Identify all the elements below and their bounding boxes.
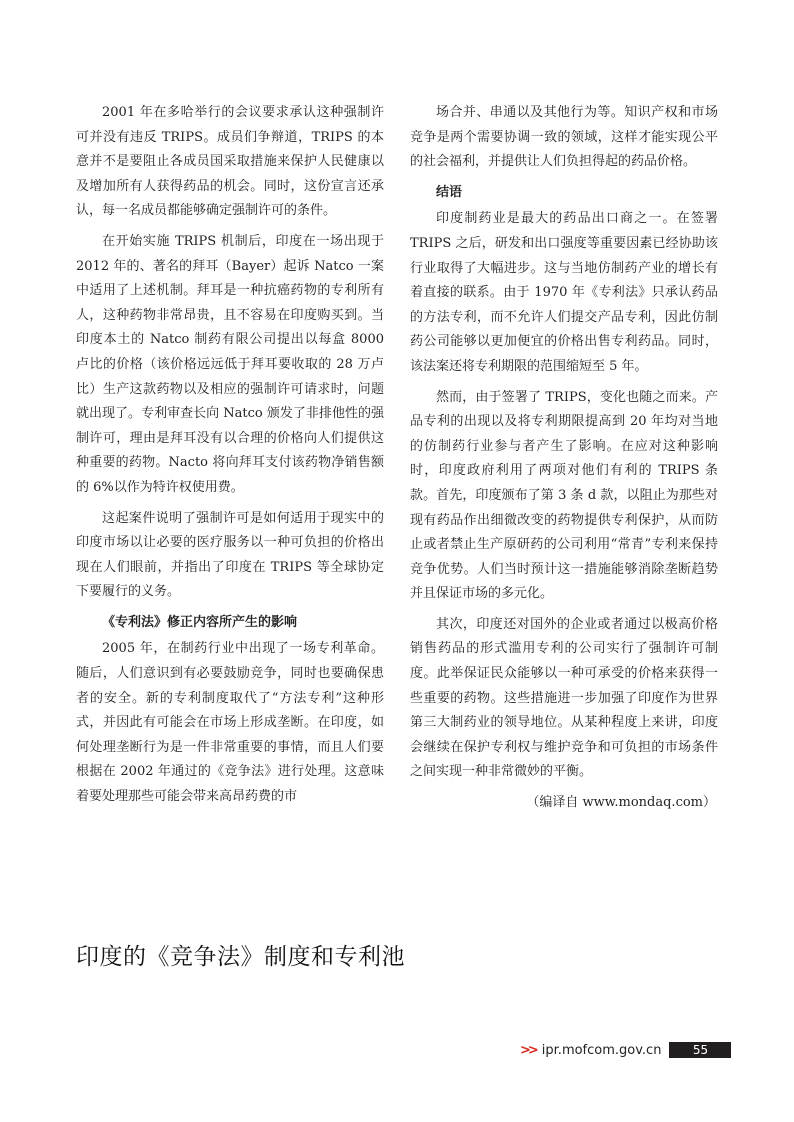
source-citation: （编译自 www.mondaq.com） xyxy=(526,795,716,811)
website-url: ipr.mofcom.gov.cn xyxy=(541,1042,662,1058)
paragraph: 印度制药业是最大的药品出口商之一。在签署 TRIPS 之后，研发和出口强度等重要因素已经协助该行业取得了大幅进步。这与当地仿制药产业的增长有着直接的联系。由于 1970 年《专利法》只承认药品的方法专利，而不允许人们提交产品专利，因此仿制药公司能够以更加便宜的价格出售专利药品。同时，该法案还将专利期限的范围缩短至 5 年。 xyxy=(410,211,718,374)
double-chevron-icon: >> xyxy=(520,1042,536,1058)
right-column xyxy=(410,101,718,822)
section-heading: 《专利法》修正内容所产生的影响 xyxy=(102,614,298,630)
paragraph: 然而，由于签署了 TRIPS，变化也随之而来。产品专利的出现以及将专利期限提高到 20 年均对当地的仿制药行业参与者产生了影响。在应对这种影响时，印度政府利用了两项对他们有利的 TRIPS 条款。首先，印度颁布了第 3 条 d 款，以阻止为那些对现有药品作出细微改变的药物提供专利保护，从而防止或者禁止生产原研药的公司利用“常青”专利来保持竞争优势。人们当时预计这一措施能够消除垄断趋势并且保证市场的多元化。 xyxy=(410,389,718,602)
paragraph: 在开始实施 TRIPS 机制后，印度在一场出现于 2012 年的、著名的拜耳（Bayer）起诉 Natco 一案中适用了上述机制。拜耳是一种抗癌药物的专利所有人，这种药物非常昂贵，且不容易在印度购买到。当印度本土的 Natco 制药有限公司提出以每盒 8000 卢比的价格（该价格远远低于拜耳要收取的 28 万卢比）生产这款药物以及相应的强制许可请求时，问题就出现了。专利审查长向 Natco 颁发了非排他性的强制许可，理由是拜耳没有以合理的价格向人们提供这种重要的药物。Nacto 将向拜耳支付该药物净销售额的 6%以作为特许权使用费。 xyxy=(76,233,384,495)
paragraph: 这起案件说明了强制许可是如何适用于现实中的印度市场以让必要的医疗服务以一种可负担的价格出现在人们眼前，并指出了印度在 TRIPS 等全球协定下要履行的义务。 xyxy=(76,510,384,600)
paragraph: 场合并、串通以及其他行为等。知识产权和市场竞争是两个需要协调一致的领域，这样才能实现公平的社会福利，并提供让人们负担得起的药品价格。 xyxy=(410,105,718,170)
paragraph: 2005 年，在制药行业中出现了一场专利革命。随后，人们意识到有必要鼓励竞争，同时也要确保患者的安全。新的专利制度取代了“方法专利”这种形式，并因此有可能会在市场上形成垄断。在印度，如何处理垄断行为是一件非常重要的事情，而且人们要根据在 2002 年通过的《竞争法》进行处理。这意味着要处理那些可能会带来高昂药费的市 xyxy=(76,641,384,805)
page-footer xyxy=(520,1042,731,1058)
page-number: 55 xyxy=(669,1042,731,1058)
paragraph: 其次，印度还对国外的企业或者通过以极高价格销售药品的形式滥用专利的公司实行了强制许可制度。此举保证民众能够以一种可承受的价格来获得一些重要的药物。这些措施进一步加强了印度作为世界第三大制药业的领导地位。从某种程度上来讲，印度会继续在保护专利权与维护竞争和可负担的市场条件之间实现一种非常微妙的平衡。 xyxy=(410,616,718,780)
paragraph: 2001 年在多哈举行的会议要求承认这种强制许可并没有违反 TRIPS。成员们争辩道，TRIPS 的本意并不是要阻止各成员国采取措施来保护人民健康以及增加所有人获得药品的机会。同时，这份宣言还承认，每一名成员都能够确定强制许可的条件。 xyxy=(76,105,384,219)
section-heading: 结语 xyxy=(436,184,463,200)
left-column xyxy=(76,101,384,816)
next-article-title: 印度的《竞争法》制度和专利池 xyxy=(76,944,405,970)
